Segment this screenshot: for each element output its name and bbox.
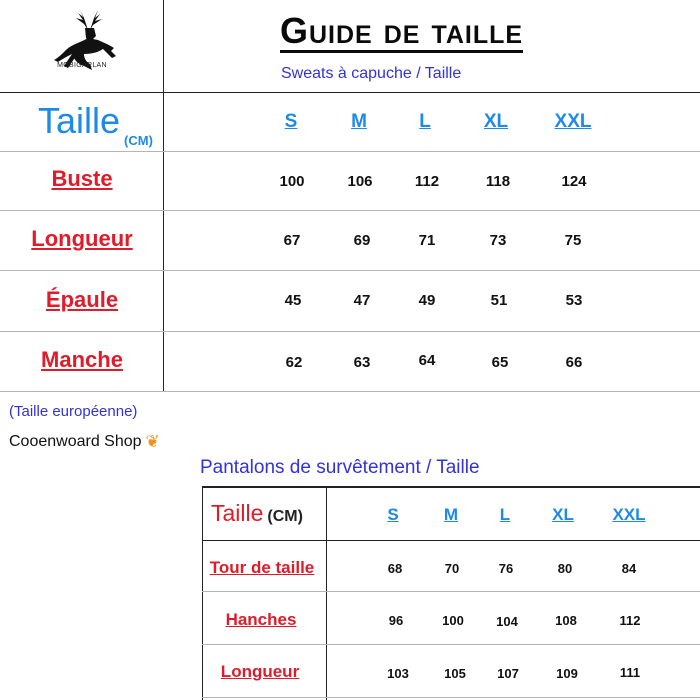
- table-cell: 64: [418, 352, 436, 369]
- row-label-tour-de-taille: Tour de taille: [209, 558, 315, 577]
- size-header-unit: (CM): [124, 133, 153, 148]
- table-cell: 70: [444, 561, 460, 576]
- size-column-l: L: [499, 505, 511, 524]
- row-divider: [202, 591, 700, 592]
- table-cell: 84: [621, 561, 637, 576]
- size-column-xl: XL: [552, 505, 574, 524]
- row-label-hanches: Hanches: [225, 610, 297, 629]
- table-cell: 66: [565, 354, 583, 371]
- table-cell: 53: [565, 292, 583, 309]
- table-cell: 104: [496, 614, 518, 629]
- size-column-s: S: [387, 505, 399, 524]
- table-cell: 108: [555, 613, 577, 628]
- table-cell: 62: [285, 354, 303, 371]
- section-subtitle-pants: Pantalons de survêtement / Taille: [200, 457, 480, 478]
- table2-header-divider: [202, 540, 700, 541]
- row-label-longueur: Longueur: [220, 662, 300, 681]
- brand-name: MOBIGARLAN: [57, 62, 107, 69]
- table-cell: 71: [418, 232, 436, 249]
- row-divider: [0, 331, 700, 332]
- table-cell: 69: [353, 232, 371, 249]
- row-label-buste: Buste: [51, 166, 113, 191]
- table-cell: 106: [347, 173, 373, 190]
- table-cell: 100: [279, 173, 305, 190]
- table-cell: 112: [414, 173, 440, 190]
- table-cell: 47: [353, 292, 371, 309]
- table-cell: 68: [387, 561, 403, 576]
- table-cell: 112: [619, 613, 641, 628]
- row-divider: [202, 697, 700, 698]
- size-column-m: M: [443, 505, 459, 524]
- table-cell: 51: [490, 292, 508, 309]
- size-column-m: M: [351, 111, 367, 132]
- row-label-epaule: Épaule: [45, 287, 119, 312]
- table-cell: 63: [353, 354, 371, 371]
- size-header-label: [38, 100, 153, 148]
- table-cell: 45: [284, 292, 302, 309]
- table-cell: 96: [388, 613, 404, 628]
- table-cell: 118: [485, 173, 511, 190]
- table2-left-border: [202, 486, 203, 700]
- row-divider: [0, 151, 700, 152]
- row-divider: [0, 210, 700, 211]
- shop-name: [9, 432, 160, 452]
- table2-top-border: [202, 486, 700, 488]
- table-cell: 107: [497, 666, 519, 681]
- european-size-note: (Taille européenne): [9, 403, 138, 420]
- size-header-text: Taille: [211, 500, 264, 526]
- row-divider: [0, 270, 700, 271]
- row-label-manche: Manche: [41, 347, 123, 372]
- laurel-crown-icon: ❦: [145, 432, 160, 451]
- table-cell: 109: [556, 666, 578, 681]
- table-cell: 75: [564, 232, 582, 249]
- table-cell: 73: [489, 232, 507, 249]
- table-cell: 103: [387, 666, 409, 681]
- size-column-xxl: XXL: [554, 111, 592, 132]
- table-column-divider: [163, 0, 164, 392]
- row-divider: [0, 391, 700, 392]
- size-header-label: [211, 500, 303, 527]
- table-cell: 105: [444, 666, 466, 681]
- size-column-l: L: [419, 111, 431, 132]
- table-cell: 124: [561, 173, 587, 190]
- table-cell: 67: [283, 232, 301, 249]
- page-title: Guide de taille: [280, 10, 524, 51]
- table-cell: 49: [418, 292, 436, 309]
- shop-name-text: Cooenwoard Shop: [9, 433, 142, 450]
- table-cell: 76: [498, 561, 514, 576]
- table2-column-divider: [326, 486, 327, 700]
- row-divider: [202, 644, 700, 645]
- size-column-s: S: [284, 111, 298, 132]
- table-cell: 100: [442, 613, 464, 628]
- header-divider: [0, 92, 700, 93]
- table-cell: 80: [557, 561, 573, 576]
- size-header-text: Taille: [38, 100, 121, 141]
- size-header-unit: (CM): [267, 508, 303, 525]
- section-subtitle-hoodies: Sweats à capuche / Taille: [281, 65, 462, 82]
- table-cell: 65: [491, 354, 509, 371]
- size-column-xxl: XXL: [612, 505, 646, 524]
- table-cell: 111: [619, 665, 641, 680]
- size-column-xl: XL: [483, 111, 509, 132]
- row-label-longueur: Longueur: [31, 226, 133, 251]
